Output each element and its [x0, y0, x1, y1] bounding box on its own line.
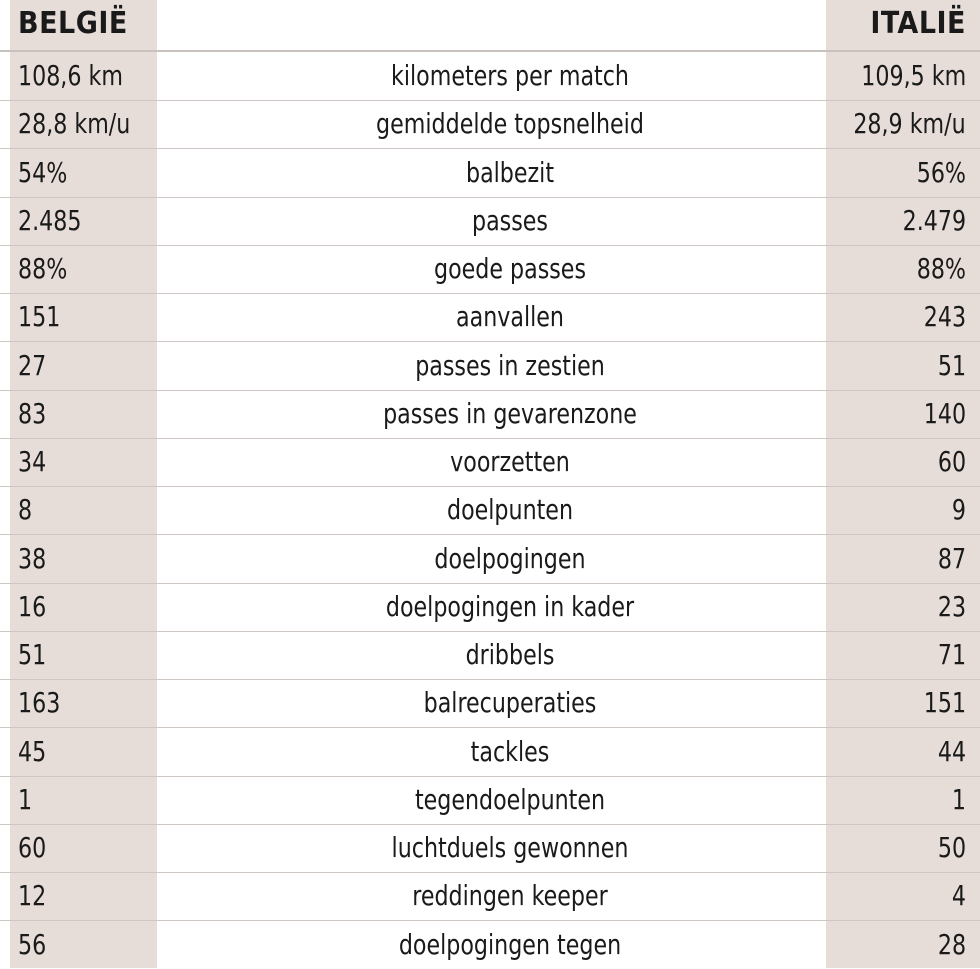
team-name-italy: ITALIË [870, 6, 966, 41]
table-row [0, 390, 980, 439]
table-row [0, 245, 980, 294]
table-row [0, 535, 980, 584]
table-row [0, 921, 980, 969]
stat-label: tackles [470, 734, 550, 768]
belgium-value: 83 [18, 396, 47, 430]
italy-value: 2.479 [902, 203, 966, 237]
italy-value: 56% [916, 155, 966, 189]
table-row [0, 583, 980, 632]
belgium-value: 88% [18, 252, 68, 285]
table-row [0, 728, 980, 777]
belgium-value: 56 [18, 927, 47, 961]
table-row [0, 149, 980, 198]
table-row [0, 342, 980, 391]
stat-label: doelpogingen in kader [385, 589, 635, 623]
belgium-value: 12 [18, 879, 47, 913]
table-row [0, 679, 980, 728]
belgium-value: 38 [18, 541, 47, 575]
table-row [0, 197, 980, 246]
stat-label: luchtduels gewonnen [391, 831, 629, 864]
stat-label: goede passes [434, 252, 586, 285]
italy-value: 28,9 km/u [853, 107, 966, 141]
italy-value: 51 [937, 348, 966, 382]
table-row [0, 293, 980, 342]
italy-value: 44 [937, 734, 966, 768]
belgium-value: 151 [18, 300, 61, 334]
stat-label: doelpunten [446, 493, 574, 527]
stat-label: doelpogingen tegen [398, 927, 622, 961]
belgium-value: 1 [18, 782, 33, 816]
belgium-value: 27 [18, 348, 47, 382]
italy-value: 4 [951, 879, 966, 913]
table-row [0, 52, 980, 101]
stat-label: balbezit [465, 155, 555, 189]
stat-label: passes [472, 203, 548, 237]
stat-label: passes in zestien [415, 348, 605, 382]
table-row [0, 824, 980, 873]
belgium-value: 54% [18, 155, 68, 189]
italy-value: 28 [937, 927, 966, 961]
belgium-value: 16 [18, 589, 47, 623]
italy-value: 71 [937, 638, 966, 671]
stat-label: balrecuperaties [423, 686, 597, 720]
stat-label: tegendoelpunten [414, 782, 606, 816]
belgium-value: 45 [18, 734, 47, 768]
stat-label: doelpogingen [434, 541, 586, 575]
italy-value: 60 [937, 445, 966, 478]
stat-label: aanvallen [456, 300, 564, 334]
stat-label: reddingen keeper [412, 879, 608, 913]
table-row [0, 100, 980, 149]
belgium-value: 108,6 km [18, 59, 123, 92]
table-row [0, 872, 980, 921]
italy-value: 88% [916, 252, 966, 285]
italy-value: 140 [923, 396, 966, 430]
table-row [0, 438, 980, 487]
belgium-value: 28,8 km/u [18, 107, 131, 141]
table-row [0, 776, 980, 825]
belgium-value: 60 [18, 831, 47, 864]
stat-label: dribbels [465, 638, 555, 671]
table-header [0, 0, 980, 52]
stat-label: passes in gevarenzone [383, 396, 637, 430]
belgium-value: 2.485 [18, 203, 82, 237]
stat-label: voorzetten [450, 445, 570, 478]
italy-value: 109,5 km [861, 59, 966, 92]
belgium-value: 163 [18, 686, 61, 720]
italy-value: 9 [951, 493, 966, 527]
italy-value: 151 [923, 686, 966, 720]
italy-value: 87 [937, 541, 966, 575]
stat-label: kilometers per match [391, 59, 629, 92]
italy-value: 1 [951, 782, 966, 816]
italy-value: 243 [923, 300, 966, 334]
stat-label: gemiddelde topsnelheid [376, 107, 644, 141]
belgium-value: 51 [18, 638, 47, 671]
belgium-value: 34 [18, 445, 47, 478]
italy-value: 50 [937, 831, 966, 864]
table-row [0, 486, 980, 535]
table-row [0, 631, 980, 680]
belgium-value: 8 [18, 493, 33, 527]
team-name-belgium: BELGIË [18, 6, 128, 41]
italy-value: 23 [937, 589, 966, 623]
